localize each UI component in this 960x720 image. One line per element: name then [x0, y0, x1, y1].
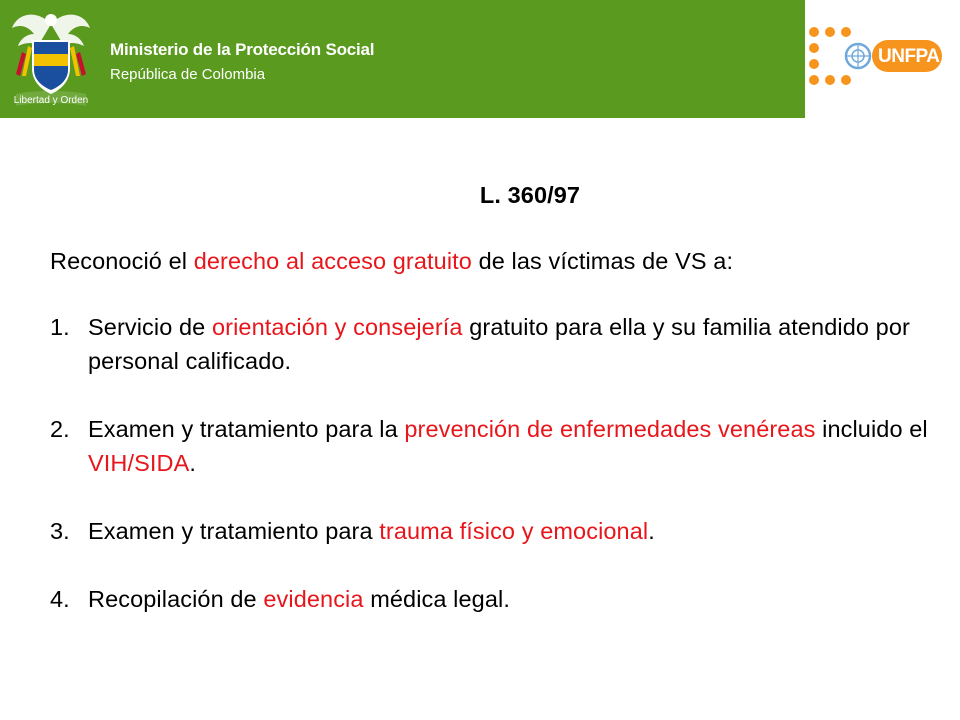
list-item-text: . — [189, 450, 196, 476]
list-item — [50, 412, 930, 480]
intro-highlight: derecho al acceso gratuito — [193, 248, 472, 274]
list-item-number: 2. — [50, 416, 70, 442]
unfpa-text: UNFPA — [878, 46, 940, 67]
list-item — [50, 310, 930, 378]
slide-content — [50, 178, 930, 650]
list-item-text: médica legal. — [363, 586, 510, 612]
list-item-text: Servicio de — [88, 314, 212, 340]
crest-motto: Libertad y Orden — [13, 95, 89, 106]
ministry-subtitle: República de Colombia — [110, 66, 266, 83]
list-item-highlight: trauma físico y emocional — [379, 518, 649, 544]
intro-after: de las víctimas de VS a: — [471, 248, 734, 274]
list-item-text: gratuito para ella y su familia atendido por personal calificado. — [88, 314, 910, 374]
list-item — [50, 582, 930, 616]
intro-before: Reconoció el — [50, 248, 194, 274]
list-item-highlight: prevención de enfermedades venéreas — [404, 416, 816, 442]
list-item-text: Recopilación de — [88, 586, 264, 612]
header-band — [0, 0, 805, 118]
list-item-highlight: VIH/SIDA — [88, 450, 190, 476]
list-item-number: 1. — [50, 314, 70, 340]
list-item-text: incluido el — [815, 416, 928, 442]
ministry-title: Ministerio de la Protección Social — [110, 40, 375, 59]
list-item-number: 4. — [50, 586, 70, 612]
list-item-highlight: orientación y consejería — [211, 314, 463, 340]
list-item-text: . — [648, 518, 655, 544]
intro-text — [50, 244, 930, 278]
list-item — [50, 514, 930, 548]
list-item-text: Examen y tratamiento para la — [88, 416, 405, 442]
list-item-text: Examen y tratamiento para — [88, 518, 380, 544]
rights-list — [50, 310, 930, 616]
slide-title: L. 360/97 — [479, 182, 581, 208]
list-item-highlight: evidencia — [263, 586, 364, 612]
unfpa-logo — [806, 22, 946, 92]
list-item-number: 3. — [50, 518, 70, 544]
